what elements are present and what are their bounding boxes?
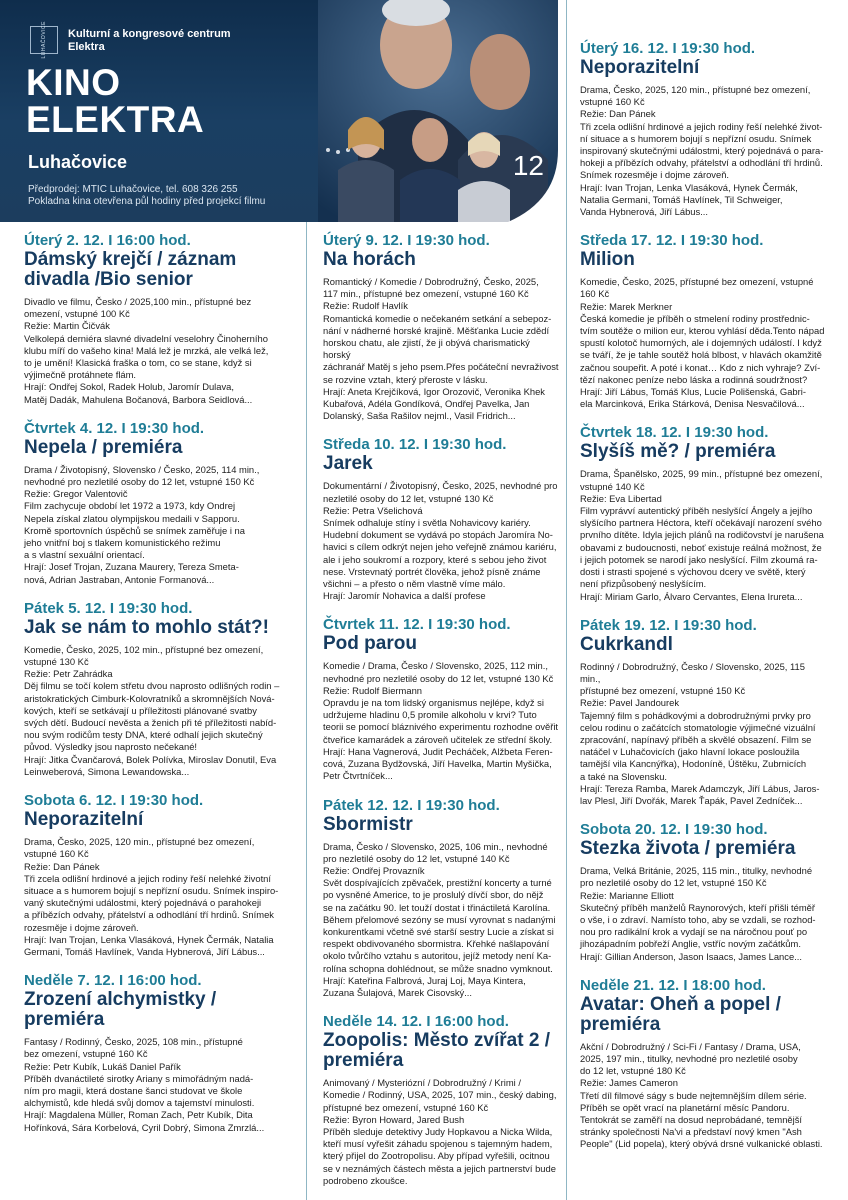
- city-name: Luhačovice: [28, 152, 128, 172]
- description-line: horskou chatu, ale zjistí, že ji obývá charismatický horský: [323, 337, 530, 361]
- description-line: cová, Zuzana Bydžovská, Jiří Havelka, Martin Myšička,: [323, 758, 552, 770]
- description-line: Velkolepá derniéra slavné divadelní veselohry Činoherního: [24, 332, 268, 344]
- description-line: 2025, 197 min., titulky, nevhodné pro nezletilé osoby: [580, 1052, 798, 1064]
- description-line: není přizpůsobený neslyšícím.: [580, 578, 707, 590]
- description-line: Natalia Germani, Tomáš Havlínek, Til Schweiger,: [580, 193, 783, 205]
- description-line: Během přelomové sezóny se musí vyrovnat s nadanými: [323, 913, 556, 925]
- film-description: [323, 841, 559, 1000]
- screening-datetime: Neděle 14. 12. I 16:00 hod.: [323, 1013, 509, 1031]
- screening-entry: [580, 232, 825, 410]
- description-line: ním pro magii, která dostane šanci studovat ve škole: [24, 1084, 243, 1096]
- screening-datetime: Pátek 12. 12. I 19:30 hod.: [323, 796, 500, 814]
- description-line: inspirovaný skutečnými událostmi, který pojednává o para-: [580, 145, 824, 157]
- description-line: nová, Adrian Jastraban, Antonie Formanová...: [24, 573, 215, 585]
- description-line: Hrají: Ondřej Sokol, Radek Holub, Jaromír Dulava,: [24, 381, 234, 393]
- description-line: který přijel do Zootropolisu. Aby případ vyřešili, ocitnou: [323, 1150, 550, 1162]
- description-line: kových, kteří se setkávají u příležitosti plánované svatby: [24, 704, 257, 716]
- organization-name: Kulturní a kongresové centrum Elektra: [68, 28, 231, 53]
- screening-entry: [323, 797, 559, 1000]
- description-line: Hrají: Jaromír Nohavica a další profese: [323, 590, 486, 602]
- description-line: Režie: Petr Zahrádka: [24, 668, 113, 680]
- description-line: ela Marcinková, Erika Stárková, Denisa Nesvačilová...: [580, 398, 805, 410]
- description-line: Režie: Ondřej Provazník: [323, 864, 425, 876]
- description-line: Petr Čtvrtníček...: [323, 770, 393, 782]
- description-line: nou pro radikální krok a vydají se na náročnou pouť po: [580, 926, 808, 938]
- description-line: Drama, Španělsko, 2025, 99 min., přístupné bez omezení,: [580, 468, 823, 480]
- description-line: nevhodné pro nezletilé osoby do 12 let, vstupné 130 Kč: [323, 672, 554, 684]
- description-line: Romantická komedie o nečekaném setkání a sebepoz-: [323, 312, 552, 324]
- film-title: Jak se nám to mohlo stát?!: [24, 616, 269, 638]
- description-line: Režie: Eva Libertad: [580, 492, 662, 504]
- description-line: omezení, vstupné 100 Kč: [24, 308, 130, 320]
- description-line: vstupné 160 Kč: [24, 848, 89, 860]
- description-line: obavami z budoucnosti, neboť existuje reálná možnost, že: [580, 541, 822, 553]
- page-title: [26, 64, 204, 138]
- screening-datetime: Pátek 19. 12. I 19:30 hod.: [580, 616, 757, 634]
- description-line: pro nezletilé osoby do 12 let, vstupné 150 Kč: [580, 877, 767, 889]
- description-line: začnou soupeřit. A poté i konat… Kdo z nich vyhraje? Zví-: [580, 361, 821, 373]
- description-line: Děj filmu se točí kolem střetu dvou naprosto odlišných rodin –: [24, 680, 280, 692]
- description-line: Tři zcela odlišní hrdinové a jejich rodiny řeší nelehké život-: [580, 120, 823, 132]
- film-description: [580, 661, 825, 807]
- column-divider-2: [566, 0, 567, 1200]
- description-line: o vše, i o zdraví. Namísto toho, aby se vzdali, se rozhod-: [580, 913, 816, 925]
- description-line: podrobeno zkoušce.: [323, 1174, 408, 1186]
- description-line: to je umění! Klasická fraška o tom, co se stane, když si: [24, 357, 252, 369]
- description-line: rolína schopna dohlédnout, se může snadno vymknout.: [323, 962, 553, 974]
- film-title: Neporazitelní: [580, 57, 700, 78]
- description-line: se na začátku 90. let touží dostat i třináctiletá Karolína.: [323, 901, 551, 913]
- description-line: Hořínková, Sára Korbelová, Cyril Dobrý, Simona Zmrzlá...: [24, 1121, 265, 1133]
- description-line: kteří musí vyřešit záhadu spojenou s tajemným hadem,: [323, 1138, 553, 1150]
- description-line: vstupné 130 Kč: [24, 656, 89, 668]
- description-line: zpracování, napínavý příběh a skvělé obsazení. Film se: [580, 733, 812, 745]
- description-line: slyšícího partnera Héctora, kteří očekávají narození svého: [580, 517, 822, 529]
- description-line: Režie: Petra Všelichová: [323, 504, 423, 516]
- description-line: do 12 let, vstupné 180 Kč: [580, 1065, 686, 1077]
- film-title: Neporazitelní: [24, 809, 144, 831]
- film-title: Avatar: Oheň a popel / premiéra: [580, 993, 781, 1035]
- description-line: vaný skutečnými událostmi, který pojednává o parahokeji: [24, 897, 262, 909]
- film-title: Stezka života / premiéra: [580, 838, 796, 860]
- description-line: jihozápadním pobřeží Anglie, vstříc novým začátkům.: [580, 938, 801, 950]
- screening-datetime: Pátek 5. 12. I 19:30 hod.: [24, 599, 193, 617]
- film-title: Zoopolis: Město zvířat 2 / premiéra: [323, 1030, 550, 1072]
- description-line: Hrají: Miriam Garlo, Álvaro Cervantes, Elena Irureta...: [580, 590, 803, 602]
- screening-datetime: Úterý 16. 12. I 19:30 hod.: [580, 40, 756, 57]
- description-line: alchymistů, kde hledá svůj domov a tajemství minulosti.: [24, 1097, 255, 1109]
- screening-datetime: Úterý 9. 12. I 19:30 hod.: [323, 232, 490, 249]
- description-line: Režie: Dan Pánek: [24, 860, 100, 872]
- description-line: situace a s humorem bojují s nepřízní osudu. Snímek inspiro-: [24, 884, 279, 896]
- description-line: Hrají: Jiří Lábus, Tomáš Klus, Lucie Polišenská, Gabri-: [580, 386, 806, 398]
- screening-entry: [24, 232, 300, 406]
- description-line: Hrají: Kateřina Falbrová, Juraj Loj, Maya Kintera,: [323, 974, 526, 986]
- description-line: stránky společnosti Na'vi a představí nový kmen "Ash: [580, 1126, 802, 1138]
- description-line: a s vlastní sexuální orientací.: [24, 549, 145, 561]
- description-line: nese. Vrstevnatý portrét člověka, jehož písně známe: [323, 565, 541, 577]
- description-line: Režie: Rudolf Havlík: [323, 300, 408, 312]
- description-line: Rodinný / Dobrodružný, Česko / Slovensko, 2025, 115 min.,: [580, 660, 805, 684]
- description-line: Film vyprávví autentický příběh neslyšící Ángely a jejího: [580, 505, 813, 517]
- description-line: Komedie / Rodinný, USA, 2025, 107 min., český dabing,: [323, 1089, 557, 1101]
- description-line: rozesměje i dojme zároveň.: [24, 921, 139, 933]
- program-column-1: [24, 232, 300, 1148]
- screening-entry: [580, 977, 825, 1151]
- title-line-1: KINO: [26, 62, 121, 103]
- film-description: [580, 1041, 825, 1151]
- description-line: nání v nádherné horské krajině. Měšťanka Lucie zdědí: [323, 324, 550, 336]
- description-line: 117 min., přístupné bez omezení, vstupné 160 Kč: [323, 288, 529, 300]
- header-banner: [0, 0, 558, 222]
- description-line: konkurentkami včetně své starší sestry Lucie a získat si: [323, 925, 554, 937]
- description-line: ní situace a s humorem bojují s nepřízní osudu. Snímek: [580, 132, 812, 144]
- description-line: Zuzana Šulajová, Marek Cisovský...: [323, 986, 473, 998]
- screening-datetime: Neděle 7. 12. I 16:00 hod.: [24, 972, 202, 990]
- film-title: Cukrkandl: [580, 633, 673, 655]
- description-line: všichni – a přesto o něm vlastně víme málo.: [323, 578, 506, 590]
- description-line: Drama, Velká Británie, 2025, 115 min., titulky, nevhodné: [580, 865, 813, 877]
- description-line: lav Plesl, Jiří Dvořák, Marek Ťapák, Pavel Zedníček...: [580, 794, 803, 806]
- description-line: Drama, Česko / Slovensko, 2025, 106 min., nevhodné: [323, 840, 548, 852]
- film-description: [323, 480, 559, 602]
- description-line: tvím soutěže o milion eur, kterou vyhlásí děda.Tento nápad: [580, 325, 825, 337]
- description-line: Třetí díl filmové ságy s bude nejtemnějším dílem série.: [580, 1089, 807, 1101]
- column-divider-1: [306, 222, 307, 1200]
- film-title: Milion: [580, 249, 635, 271]
- description-line: hokeji a příbězích odvahy, přátelství a odhodlání tří hrdinů.: [580, 157, 823, 169]
- description-line: spustí kolotoč humorných, ale i dojemných událostí. I když: [580, 337, 822, 349]
- description-line: Drama, Česko, 2025, 120 min., přístupné bez omezení,: [24, 836, 255, 848]
- description-line: udržujeme hladinu 0,5 promile alkoholu v krvi? Tuto: [323, 709, 537, 721]
- screening-entry: [24, 420, 300, 586]
- month-number: 12: [512, 150, 544, 181]
- logo-mark: [30, 21, 58, 59]
- description-line: tězí nakonec peníze nebo láska a rodinná soudržnost?: [580, 373, 808, 385]
- description-line: přístupné bez omezení, vstupné 160 Kč: [323, 1101, 489, 1113]
- description-line: Animovaný / Mysteriózní / Dobrodružný / Krimi /: [323, 1077, 521, 1089]
- program-column-2: [323, 232, 559, 1200]
- description-line: People" (Lid popela), který obývá drsné vulkanické oblasti.: [580, 1138, 823, 1150]
- screening-entry: [24, 972, 300, 1134]
- screening-entry: [323, 232, 559, 422]
- screening-entry: [323, 436, 559, 602]
- description-line: Snímek odhaluje stíny i světla Nohavicovy kariéry.: [323, 517, 531, 529]
- description-line: nevhodné pro nezletilé osoby do 12 let, vstupné 150 Kč: [24, 476, 255, 488]
- screening-datetime: Neděle 21. 12. I 18:00 hod.: [580, 976, 766, 994]
- description-line: havici s cílem odkrýt nejen jeho veřejně známou kariéru,: [323, 541, 557, 553]
- box-office-note: [28, 184, 328, 208]
- film-description: [24, 296, 300, 406]
- description-line: bez omezení, vstupné 160 Kč: [24, 1048, 148, 1060]
- description-line: se v neznámých částech města a jejich partnerství bude: [323, 1162, 556, 1174]
- description-line: Komedie, Česko, 2025, 102 min., přístupné bez omezení,: [24, 643, 264, 655]
- screening-entry: [24, 600, 300, 778]
- description-line: aristokratických Cimburk-Kolovratníků a skromnějších Nová-: [24, 692, 275, 704]
- description-line: Režie: Gregor Valentovič: [24, 488, 128, 500]
- description-line: Příběh sleduje detektivy Judy Hopkavou a Nicka Wilda,: [323, 1125, 553, 1137]
- film-description: [24, 464, 300, 586]
- description-line: Film zachycuje období let 1972 a 1973, kdy Ondrej: [24, 500, 236, 512]
- description-line: Česká komedie je příběh o stmelení rodiny prostřednic-: [580, 312, 810, 324]
- description-line: Hudební dokument se vydává po stopách Jaromíra No-: [323, 529, 553, 541]
- film-description: [323, 276, 559, 422]
- description-line: celou rodinu o začátcích stomatologie výjimečné vizuální: [580, 721, 816, 733]
- film-description: [580, 276, 825, 410]
- description-line: výjimečně protáhnete flám.: [24, 369, 137, 381]
- description-line: Komedie, Česko, 2025, přístupné bez omezení, vstupné: [580, 276, 814, 288]
- description-line: Hrají: Jitka Čvančarová, Bolek Polívka, Miroslav Donutil, Eva: [24, 753, 277, 765]
- presale-line: Předprodej: MTIC Luhačovice, tel. 608 326 255: [28, 184, 238, 195]
- description-line: se tváří, že je tahle soutěž holá blbost, v hlavách okamžitě: [580, 349, 822, 361]
- description-line: Kromě sportovních úspěchů se snímek zaměřuje i na: [24, 524, 245, 536]
- description-line: Kubařová, Adéla Gondíková, Ondřej Pavelka, Jan: [323, 398, 530, 410]
- description-line: nou svým rodičům testy DNA, které odhalí jejich skutečný: [24, 729, 263, 741]
- screening-datetime: Čtvrtek 11. 12. I 19:30 hod.: [323, 616, 511, 634]
- description-line: Režie: Marianne Elliott: [580, 889, 674, 901]
- screening-datetime: Sobota 6. 12. I 19:30 hod.: [24, 792, 204, 810]
- description-line: Opravdu je na tom lidský organismus nejlépe, když si: [323, 697, 544, 709]
- screening-datetime: Čtvrtek 18. 12. I 19:30 hod.: [580, 424, 769, 442]
- film-title: Jarek: [323, 453, 373, 475]
- screening-datetime: Sobota 20. 12. I 19:30 hod.: [580, 821, 768, 839]
- description-line: Režie: Rudolf Biermann: [323, 684, 423, 696]
- description-line: Hrají: Josef Trojan, Zuzana Maurery, Tereza Smeta-: [24, 561, 239, 573]
- screening-entry: [323, 1013, 559, 1187]
- description-line: pro nezletilé osoby do 12 let, vstupné 140 Kč: [323, 852, 510, 864]
- description-line: Režie: James Cameron: [580, 1077, 678, 1089]
- description-line: Snímek rozesměje i dojme zároveň.: [580, 169, 730, 181]
- description-line: Režie: Byron Howard, Jared Bush: [323, 1113, 465, 1125]
- description-line: se rozvine vztah, který přeroste v lásku.: [323, 373, 488, 385]
- description-line: Hrají: Magdalena Müller, Roman Zach, Petr Kubík, Dita: [24, 1109, 253, 1121]
- description-line: Komedie / Drama, Česko / Slovensko, 2025, 112 min.,: [323, 660, 548, 672]
- description-line: a příbězích odvahy, přátelství a odhodlání tří hrdinů. Snímek: [24, 909, 274, 921]
- description-line: Skutečný příběh manželů Raynorových, kteří přišli téměř: [580, 901, 815, 913]
- description-line: Fantasy / Rodinný, Česko, 2025, 108 min., přístupné: [24, 1036, 243, 1048]
- description-line: Tři zcela odlišní hrdinové a jejich rodiny řeší nelehké životní: [24, 872, 271, 884]
- description-line: teorii se pomocí bláznivého experimentu rozhodne ověřit: [323, 721, 559, 733]
- description-line: Režie: Petr Kubík, Lukáš Daniel Pařík: [24, 1060, 181, 1072]
- description-line: dosti i strasti spojené s výchovou dcery ve světě, který: [580, 566, 806, 578]
- screening-datetime: Středa 17. 12. I 19:30 hod.: [580, 232, 764, 250]
- description-line: Hrají: Ivan Trojan, Lenka Vlasáková, Hynek Čermák,: [580, 181, 798, 193]
- description-line: Příběh dvanáctileté sirotky Ariany s mimořádným nadá-: [24, 1072, 254, 1084]
- screening-entry: [580, 617, 825, 807]
- film-title: Zrození alchymistky / premiéra: [24, 989, 217, 1031]
- description-line: Drama, Česko, 2025, 120 min., přístupné bez omezení,: [580, 84, 811, 95]
- logo-text: LUHAČOVICE: [41, 21, 47, 59]
- film-description: [323, 1077, 559, 1187]
- description-line: Romantický / Komedie / Dobrodružný, Česko, 2025,: [323, 276, 539, 287]
- description-line: a také na Slovensku.: [580, 770, 668, 782]
- description-line: respekt obdivovaného sbormistra. Křehké našlapování: [323, 938, 550, 950]
- description-line: Nepela získal zlatou olympijskou medaili v Sapporu.: [24, 512, 240, 524]
- description-line: Režie: Dan Pánek: [580, 108, 656, 120]
- description-line: Režie: Pavel Jandourek: [580, 697, 680, 709]
- film-description: [24, 836, 300, 958]
- screening-entry: [24, 792, 300, 958]
- description-line: vstupné 140 Kč: [580, 480, 645, 492]
- description-line: původ. Výsledky jsou naprosto nečekané!: [24, 741, 198, 753]
- screening-entry: [580, 821, 825, 963]
- film-title: Dámský krejčí / záznam divadla /Bio senior: [24, 249, 237, 290]
- description-line: klubu míří do vašeho kina! Malá lež je mrzká, ale velká lež,: [24, 344, 269, 356]
- description-line: vstupné 160 Kč: [580, 96, 645, 108]
- description-line: i jejich potomek se narodí jako neslyšící. Film zkoumá ra-: [580, 553, 818, 565]
- film-description: [24, 644, 300, 778]
- description-line: Tentokrát se zaměří na dosud neprobádané, temnější: [580, 1113, 803, 1125]
- film-description: [580, 84, 825, 218]
- screening-entry: [323, 616, 559, 782]
- description-line: okolo tvůrčího vztahu s autoritou, jejíž metody není Ka-: [323, 950, 552, 962]
- description-line: Vanda Hybnerová, Jiří Lábus...: [580, 206, 709, 218]
- screening-entry: [580, 40, 825, 218]
- program-column-3: [580, 40, 825, 1165]
- description-line: Tajemný film s pohádkovými a dobrodružnými prvky pro: [580, 709, 811, 721]
- description-line: Hrají: Aneta Krejčíková, Igor Orozovič, Veronika Khek: [323, 385, 545, 397]
- film-title: Pod parou: [323, 633, 417, 655]
- description-line: 160 Kč: [580, 288, 610, 300]
- description-line: Režie: Martin Čičvák: [24, 320, 110, 332]
- description-line: Dokumentární / Životopisný, Česko, 2025, nevhodné pro: [323, 480, 558, 492]
- description-line: nezletilé osoby do 12 let, vstupné 130 Kč: [323, 492, 494, 504]
- description-line: jeho vnitřní boj s tlakem komunistického režimu: [24, 537, 221, 549]
- description-line: Hrají: Tereza Ramba, Marek Adamczyk, Jiří Lábus, Jaros-: [580, 782, 820, 794]
- film-title: Nepela / premiéra: [24, 436, 183, 458]
- description-line: Dolanský, Saša Rašilov nejml., Vasil Fridrich...: [323, 410, 516, 422]
- description-line: čtveřice kamarádek a zároveň učitelek ze střední školy.: [323, 733, 553, 745]
- description-line: Drama / Životopisný, Slovensko / Česko, 2025, 114 min.,: [24, 463, 260, 475]
- description-line: tamější vila Kancnýřka), Hodoníně, Úštěku, Zubrnicích: [580, 758, 807, 770]
- description-line: po vysněné Americe, to je proslulý dívčí sbor, do nějž: [323, 889, 544, 901]
- film-description: [24, 1036, 300, 1134]
- description-line: svých dětí. Budoucí nevěsta a ženich při té příležitosti nabíd-: [24, 717, 277, 729]
- film-description: [580, 865, 825, 963]
- description-line: Matěj Dadák, Mahulena Bočanová, Barbora Seidlová...: [24, 393, 253, 405]
- description-line: Svět dospívajících zpěvaček, prestižní koncerty a turné: [323, 877, 552, 889]
- screening-entry: [580, 424, 825, 602]
- description-line: Hrají: Gillian Anderson, Jason Isaacs, James Lance...: [580, 950, 802, 962]
- film-title: Sbormistr: [323, 813, 413, 835]
- description-line: natáčel v Luhačovicích (jako hlavní lokace posloužila: [580, 746, 800, 758]
- screening-datetime: Čtvrtek 4. 12. I 19:30 hod.: [24, 419, 205, 437]
- description-line: Hrají: Ivan Trojan, Lenka Vlasáková, Hynek Čermák, Natalia: [24, 933, 274, 945]
- description-line: Příběh se opět vrací na planetární měsíc Pandoru.: [580, 1101, 790, 1113]
- film-description: [323, 660, 559, 782]
- box-office-hours-line: Pokladna kina otevřena půl hodiny před projekcí filmu: [28, 196, 266, 207]
- description-line: záchranář Matěj s jeho psem.Přes počáteční nevraživost: [323, 361, 559, 373]
- poster-photo: [318, 0, 558, 222]
- description-line: ale i jeho soukromí a rozpory, které s sebou jeho život: [323, 553, 547, 565]
- description-line: prvního dítěte. Idyla jejich plánů na rodičovství je narušena: [580, 529, 824, 541]
- film-title: Na horách: [323, 249, 416, 270]
- description-line: Germani, Tomáš Havlínek, Vanda Hybnerová, Jiří Lábus...: [24, 945, 265, 957]
- film-description: [580, 468, 825, 602]
- description-line: přístupné bez omezení, vstupné 150 Kč: [580, 685, 746, 697]
- screening-datetime: Středa 10. 12. I 19:30 hod.: [323, 436, 507, 454]
- screening-datetime: Úterý 2. 12. I 16:00 hod.: [24, 232, 191, 249]
- description-line: Leinweberová, Simona Lewandowska...: [24, 765, 190, 777]
- title-line-2: ELEKTRA: [26, 99, 205, 140]
- film-title: Slyšíš mě? / premiéra: [580, 441, 776, 463]
- description-line: Hrají: Hana Vagnerová, Judit Pecháček, Alžbeta Feren-: [323, 745, 553, 757]
- description-line: Akční / Dobrodružný / Sci-Fi / Fantasy / Drama, USA,: [580, 1040, 801, 1052]
- description-line: Režie: Marek Merkner: [580, 300, 673, 312]
- description-line: Divadlo ve filmu, Česko / 2025,100 min., přístupné bez: [24, 296, 252, 307]
